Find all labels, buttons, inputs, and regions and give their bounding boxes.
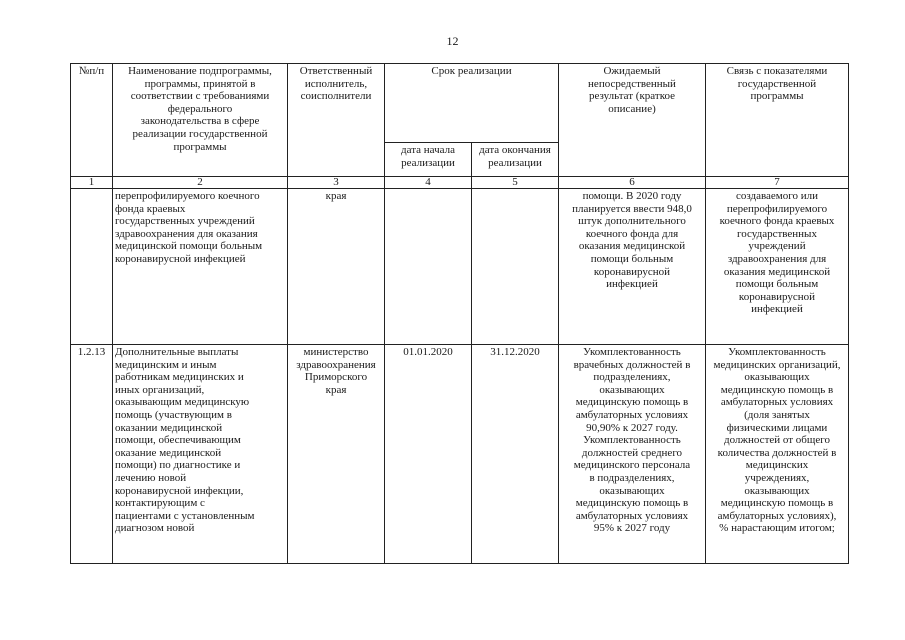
text-line: врачебных должностей в bbox=[573, 358, 691, 371]
text-line: реализации государственной bbox=[132, 127, 268, 140]
text-line: непосредственный bbox=[588, 77, 676, 90]
text-line: законодательства в сфере bbox=[140, 115, 260, 128]
text-line: программы, принятой в bbox=[144, 77, 256, 90]
program-table bbox=[70, 63, 849, 564]
column-number: 5 bbox=[472, 177, 559, 189]
text-line: исполнитель, bbox=[304, 77, 368, 90]
text-line: реализации bbox=[401, 156, 455, 169]
text-line: дата окончания bbox=[479, 144, 551, 156]
row-start-date bbox=[385, 189, 472, 345]
text-line: Наименование подпрограммы, bbox=[128, 65, 272, 77]
text-line: помощи больным bbox=[590, 252, 674, 265]
text-line: соответствии с требованиями bbox=[130, 90, 270, 103]
text-line: учреждениях, bbox=[744, 471, 810, 484]
text-line: (доля занятых bbox=[744, 408, 810, 421]
text-line: в подразделениях, bbox=[589, 471, 675, 484]
text-line: дата начала bbox=[401, 144, 455, 156]
text-line: помощи больным bbox=[735, 278, 819, 291]
row-start-date: 01.01.2020 bbox=[385, 345, 472, 564]
text-line: Укомплектованность bbox=[583, 346, 681, 358]
text-line: государственных bbox=[737, 227, 817, 240]
text-line: амбулаторных условиях bbox=[575, 408, 689, 421]
text-line: медицинскую помощь в bbox=[575, 396, 689, 409]
text-line: должностей среднего bbox=[581, 446, 683, 459]
header-expected-result bbox=[559, 64, 706, 177]
text-line: государственной bbox=[737, 77, 817, 90]
text-line: здравоохранения bbox=[296, 358, 376, 371]
text-line: амбулаторных условиях bbox=[720, 396, 834, 409]
text-line: Срок реализации bbox=[431, 65, 512, 77]
header-executor bbox=[288, 64, 385, 177]
text-line: пациентами с установленным bbox=[115, 509, 255, 522]
row-result bbox=[559, 189, 706, 345]
text-line: программы bbox=[173, 140, 227, 153]
header-implementation-period bbox=[385, 64, 559, 143]
column-number: 4 bbox=[385, 177, 472, 189]
text-line: федерального bbox=[167, 102, 233, 115]
row-executor bbox=[288, 189, 385, 345]
text-line: коронавирусной bbox=[738, 290, 816, 303]
row-end-date: 31.12.2020 bbox=[472, 345, 559, 564]
text-line: перепрофилируемого коечного bbox=[115, 190, 260, 202]
text-line: оказания медицинской bbox=[723, 265, 831, 278]
text-line: коечного фонда краевых bbox=[719, 215, 835, 228]
text-line: помощи) по диагностике и bbox=[115, 459, 241, 472]
text-line: оказывающих bbox=[744, 484, 810, 497]
text-line: здравоохранения для оказания bbox=[115, 227, 258, 240]
header-indicator-link bbox=[706, 64, 849, 177]
text-line: работникам медицинских и bbox=[115, 371, 244, 384]
text-line: инфекцией bbox=[751, 303, 803, 316]
text-line: подразделениях, bbox=[593, 371, 671, 384]
row-name bbox=[113, 345, 288, 564]
text-line: лечению новой bbox=[115, 471, 187, 484]
table-row bbox=[71, 189, 849, 345]
text-line: медицинским и иным bbox=[115, 358, 217, 371]
header-subprogram-name bbox=[113, 64, 288, 177]
text-line: Ожидаемый bbox=[603, 65, 661, 77]
text-line: медицинского персонала bbox=[573, 459, 691, 472]
header-start-date bbox=[385, 143, 472, 177]
text-line: перепрофилируемого bbox=[726, 202, 828, 215]
row-name bbox=[113, 189, 288, 345]
text-line: медицинской помощи больным bbox=[115, 240, 263, 253]
text-line: 90,90% к 2027 году. bbox=[586, 421, 678, 434]
text-line: коронавирусной инфекцией bbox=[115, 252, 246, 265]
text-line: учреждений bbox=[748, 240, 806, 253]
text-line: создаваемого или bbox=[735, 190, 819, 202]
text-line: амбулаторных условиях bbox=[575, 509, 689, 522]
column-number: 6 bbox=[559, 177, 706, 189]
text-line: оказывающим медицинскую bbox=[115, 396, 250, 409]
text-line: медицинских bbox=[745, 459, 809, 472]
text-line: программы bbox=[750, 90, 804, 103]
page-number: 12 bbox=[446, 34, 459, 48]
text-line: Дополнительные выплаты bbox=[115, 346, 239, 358]
row-end-date bbox=[472, 189, 559, 345]
text-line: медицинскую помощь в bbox=[720, 383, 834, 396]
text-line: должностей от общего bbox=[723, 434, 830, 447]
text-line: физическими лицами bbox=[726, 421, 828, 434]
text-line: оказании медицинской bbox=[115, 421, 223, 434]
column-number: 7 bbox=[706, 177, 849, 189]
text-line: медицинских организаций, bbox=[713, 358, 841, 371]
header-end-date bbox=[472, 143, 559, 177]
text-line: описание) bbox=[608, 102, 656, 115]
column-number: 1 bbox=[71, 177, 113, 189]
text-line: оказывающих bbox=[599, 383, 665, 396]
text-line: №п/п bbox=[78, 65, 105, 77]
text-line: результат (краткое bbox=[588, 90, 676, 103]
text-line: медицинскую помощь в bbox=[720, 497, 834, 510]
text-line: Укомплектованность bbox=[583, 434, 681, 447]
text-line: Приморского bbox=[304, 371, 368, 384]
text-line: 95% к 2027 году bbox=[593, 522, 671, 535]
text-line: помощь (участвующим в bbox=[115, 408, 232, 421]
text-line: здравоохранения для bbox=[727, 252, 827, 265]
text-line: соисполнители bbox=[300, 90, 372, 103]
text-line: оказание медицинской bbox=[115, 446, 222, 459]
table-row bbox=[71, 345, 849, 564]
text-line: коронавирусной bbox=[593, 265, 671, 278]
text-line: планируется ввести 948,0 bbox=[572, 202, 692, 215]
text-line: медицинскую помощь в bbox=[575, 497, 689, 510]
row-result bbox=[559, 345, 706, 564]
text-line: Связь с показателями bbox=[726, 65, 828, 77]
text-line: края bbox=[325, 383, 347, 396]
row-executor bbox=[288, 345, 385, 564]
text-line: министерство bbox=[303, 346, 369, 358]
text-line: коечного фонда для bbox=[585, 227, 679, 240]
text-line: Ответственный bbox=[299, 65, 373, 77]
text-line: коронавирусной инфекции, bbox=[115, 484, 244, 497]
text-line: количества должностей в bbox=[717, 446, 837, 459]
text-line: края bbox=[325, 190, 347, 202]
text-line: оказания медицинской bbox=[578, 240, 686, 253]
text-line: оказывающих bbox=[599, 484, 665, 497]
text-line: инфекцией bbox=[606, 278, 658, 291]
text-line: Укомплектованность bbox=[728, 346, 826, 358]
text-line: реализации bbox=[488, 156, 542, 169]
column-number: 2 bbox=[113, 177, 288, 189]
text-line: амбулаторных условиях), bbox=[717, 509, 837, 522]
text-line: государственных учреждений bbox=[115, 215, 255, 228]
row-indicator-link bbox=[706, 189, 849, 345]
text-line: контактирующим с bbox=[115, 497, 205, 510]
text-line: помощи. В 2020 году bbox=[582, 190, 682, 202]
column-number: 3 bbox=[288, 177, 385, 189]
text-line: иных организаций, bbox=[115, 383, 205, 396]
text-line: штук дополнительного bbox=[578, 215, 686, 228]
row-indicator-link bbox=[706, 345, 849, 564]
text-line: фонда краевых bbox=[115, 202, 186, 215]
text-line: % нарастающим итогом; bbox=[719, 522, 835, 535]
text-line: диагнозом новой bbox=[115, 522, 195, 535]
row-number: 1.2.13 bbox=[71, 345, 113, 564]
text-line: помощи, обеспечивающим bbox=[115, 434, 241, 447]
text-line: оказывающих bbox=[744, 371, 810, 384]
header-number bbox=[71, 64, 113, 177]
row-number bbox=[71, 189, 113, 345]
